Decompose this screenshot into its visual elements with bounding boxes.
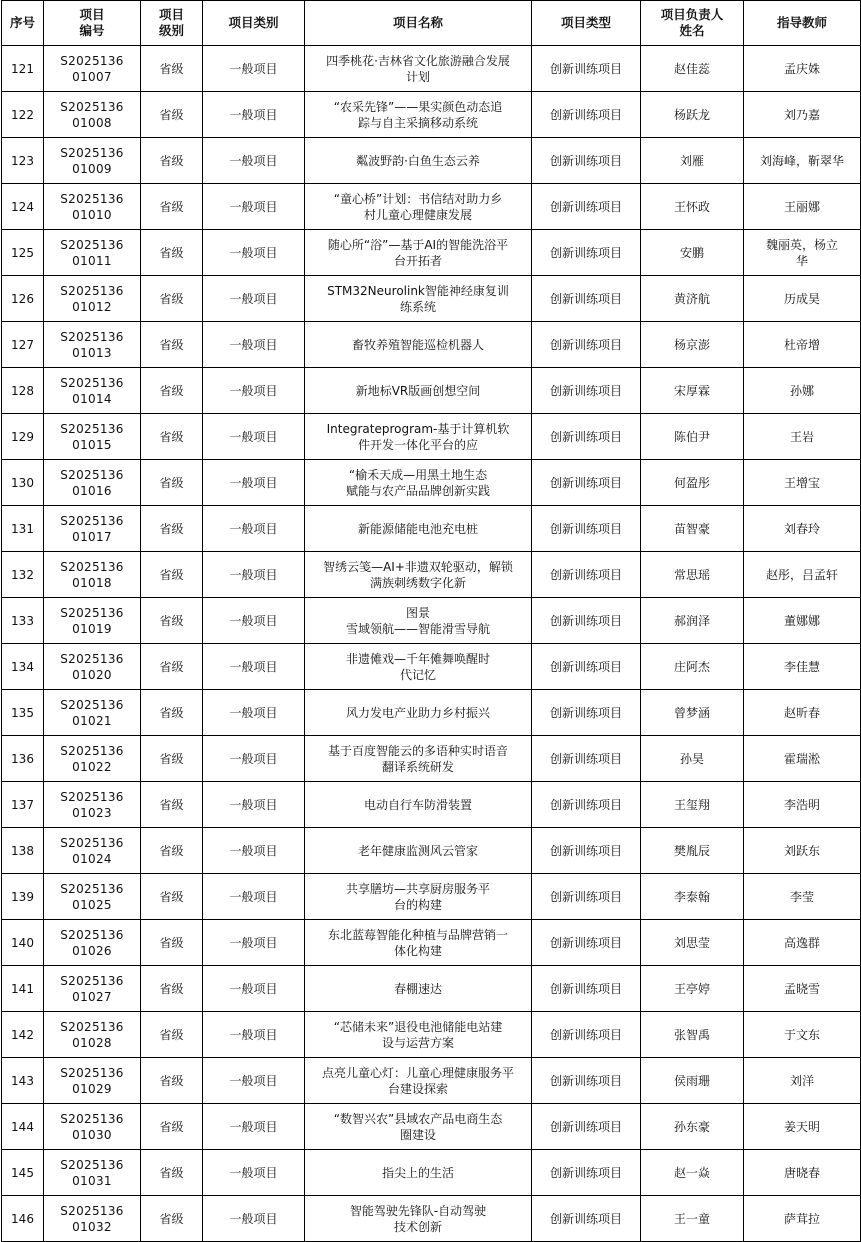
cell-no: 127 <box>2 322 44 368</box>
cell-advisor: 姜天明 <box>744 1104 861 1150</box>
cell-project-name: STM32Neurolink智能神经康复训 练系统 <box>305 276 532 322</box>
table-row <box>2 92 861 138</box>
cell-type: 创新训练项目 <box>532 828 641 874</box>
cell-level: 省级 <box>141 1058 203 1104</box>
cell-level: 省级 <box>141 828 203 874</box>
header-level: 项目 级别 <box>141 1 203 46</box>
cell-leader: 杨京澎 <box>641 322 744 368</box>
cell-category: 一般项目 <box>203 1196 305 1242</box>
cell-no: 137 <box>2 782 44 828</box>
cell-code: S2025136 01028 <box>44 1012 141 1058</box>
cell-no: 128 <box>2 368 44 414</box>
cell-leader: 孙东豪 <box>641 1104 744 1150</box>
cell-advisor: 魏丽英，杨立 华 <box>744 230 861 276</box>
cell-category: 一般项目 <box>203 230 305 276</box>
cell-level: 省级 <box>141 460 203 506</box>
cell-project-name: 四季桃花·吉林省文化旅游融合发展 计划 <box>305 46 532 92</box>
cell-code: S2025136 01012 <box>44 276 141 322</box>
table-row <box>2 230 861 276</box>
header-leader: 项目负责人 姓名 <box>641 1 744 46</box>
cell-leader: 何盈彤 <box>641 460 744 506</box>
table-row <box>2 1104 861 1150</box>
cell-no: 122 <box>2 92 44 138</box>
cell-code: S2025136 01014 <box>44 368 141 414</box>
cell-code: S2025136 01010 <box>44 184 141 230</box>
cell-level: 省级 <box>141 230 203 276</box>
cell-advisor: 于文东 <box>744 1012 861 1058</box>
cell-type: 创新训练项目 <box>532 1012 641 1058</box>
cell-project-name: 粼波野韵·白鱼生态云养 <box>305 138 532 184</box>
table-row <box>2 782 861 828</box>
cell-leader: 苗智豪 <box>641 506 744 552</box>
cell-level: 省级 <box>141 322 203 368</box>
cell-leader: 赵一焱 <box>641 1150 744 1196</box>
project-table <box>1 0 861 1242</box>
table-row <box>2 552 861 598</box>
cell-type: 创新训练项目 <box>532 1058 641 1104</box>
table-row <box>2 46 861 92</box>
cell-no: 141 <box>2 966 44 1012</box>
table-row <box>2 1058 861 1104</box>
cell-advisor: 赵昕春 <box>744 690 861 736</box>
header-type: 项目类型 <box>532 1 641 46</box>
cell-leader: 曾梦涵 <box>641 690 744 736</box>
cell-type: 创新训练项目 <box>532 506 641 552</box>
cell-type: 创新训练项目 <box>532 598 641 644</box>
cell-level: 省级 <box>141 46 203 92</box>
cell-advisor: 孟晓雪 <box>744 966 861 1012</box>
cell-level: 省级 <box>141 598 203 644</box>
cell-advisor: 刘洋 <box>744 1058 861 1104</box>
cell-advisor: 高逸群 <box>744 920 861 966</box>
cell-advisor: 历成昊 <box>744 276 861 322</box>
table-row <box>2 368 861 414</box>
cell-project-name: 风力发电产业助力乡村振兴 <box>305 690 532 736</box>
cell-type: 创新训练项目 <box>532 368 641 414</box>
table-row <box>2 414 861 460</box>
cell-type: 创新训练项目 <box>532 1104 641 1150</box>
cell-category: 一般项目 <box>203 690 305 736</box>
cell-leader: 侯雨珊 <box>641 1058 744 1104</box>
cell-advisor: 刘海峰，靳翠华 <box>744 138 861 184</box>
cell-level: 省级 <box>141 1150 203 1196</box>
cell-no: 142 <box>2 1012 44 1058</box>
cell-type: 创新训练项目 <box>532 644 641 690</box>
cell-leader: 张智禹 <box>641 1012 744 1058</box>
cell-leader: 王玺翔 <box>641 782 744 828</box>
cell-level: 省级 <box>141 966 203 1012</box>
cell-advisor: 刘乃嘉 <box>744 92 861 138</box>
cell-category: 一般项目 <box>203 1012 305 1058</box>
cell-advisor: 李浩明 <box>744 782 861 828</box>
cell-no: 131 <box>2 506 44 552</box>
table-row <box>2 828 861 874</box>
cell-no: 140 <box>2 920 44 966</box>
cell-leader: 庄阿杰 <box>641 644 744 690</box>
cell-advisor: 董娜娜 <box>744 598 861 644</box>
cell-type: 创新训练项目 <box>532 230 641 276</box>
table-row <box>2 276 861 322</box>
table-body <box>2 46 861 1242</box>
cell-no: 129 <box>2 414 44 460</box>
header-category: 项目类别 <box>203 1 305 46</box>
cell-advisor: 刘春玲 <box>744 506 861 552</box>
cell-project-name: 老年健康监测风云管家 <box>305 828 532 874</box>
table-row <box>2 598 861 644</box>
cell-advisor: 孟庆姝 <box>744 46 861 92</box>
cell-level: 省级 <box>141 506 203 552</box>
cell-code: S2025136 01011 <box>44 230 141 276</box>
cell-type: 创新训练项目 <box>532 966 641 1012</box>
cell-no: 146 <box>2 1196 44 1242</box>
cell-no: 143 <box>2 1058 44 1104</box>
table-row <box>2 184 861 230</box>
cell-category: 一般项目 <box>203 46 305 92</box>
cell-category: 一般项目 <box>203 276 305 322</box>
cell-no: 121 <box>2 46 44 92</box>
cell-no: 136 <box>2 736 44 782</box>
cell-category: 一般项目 <box>203 552 305 598</box>
cell-no: 145 <box>2 1150 44 1196</box>
cell-leader: 郝润泽 <box>641 598 744 644</box>
cell-no: 123 <box>2 138 44 184</box>
cell-leader: 王怀政 <box>641 184 744 230</box>
cell-advisor: 唐晓春 <box>744 1150 861 1196</box>
cell-advisor: 王岩 <box>744 414 861 460</box>
cell-project-name: Integrateprogram-基于计算机软 件开发一体化平台的应 <box>305 414 532 460</box>
cell-code: S2025136 01013 <box>44 322 141 368</box>
cell-code: S2025136 01017 <box>44 506 141 552</box>
cell-no: 132 <box>2 552 44 598</box>
cell-code: S2025136 01030 <box>44 1104 141 1150</box>
cell-advisor: 刘跃东 <box>744 828 861 874</box>
cell-type: 创新训练项目 <box>532 184 641 230</box>
cell-no: 126 <box>2 276 44 322</box>
cell-project-name: 新能源储能电池充电桩 <box>305 506 532 552</box>
cell-advisor: 杜帝增 <box>744 322 861 368</box>
cell-type: 创新训练项目 <box>532 690 641 736</box>
cell-category: 一般项目 <box>203 874 305 920</box>
cell-category: 一般项目 <box>203 1104 305 1150</box>
header-name: 项目名称 <box>305 1 532 46</box>
cell-leader: 孙昊 <box>641 736 744 782</box>
table-row <box>2 1196 861 1242</box>
cell-no: 144 <box>2 1104 44 1150</box>
cell-category: 一般项目 <box>203 368 305 414</box>
cell-advisor: 李佳慧 <box>744 644 861 690</box>
cell-code: S2025136 01015 <box>44 414 141 460</box>
cell-leader: 安鹏 <box>641 230 744 276</box>
cell-type: 创新训练项目 <box>532 782 641 828</box>
cell-advisor: 王丽娜 <box>744 184 861 230</box>
cell-project-name: 非遗傩戏—千年傩舞唤醒时 代记忆 <box>305 644 532 690</box>
cell-code: S2025136 01009 <box>44 138 141 184</box>
cell-level: 省级 <box>141 690 203 736</box>
cell-advisor: 萨茸拉 <box>744 1196 861 1242</box>
cell-leader: 宋厚霖 <box>641 368 744 414</box>
cell-level: 省级 <box>141 1196 203 1242</box>
cell-category: 一般项目 <box>203 92 305 138</box>
cell-project-name: 随心所“浴”—基于AI的智能洗浴平 台开拓者 <box>305 230 532 276</box>
table-row <box>2 690 861 736</box>
cell-level: 省级 <box>141 920 203 966</box>
cell-advisor: 赵彤，吕孟轩 <box>744 552 861 598</box>
cell-level: 省级 <box>141 874 203 920</box>
table-row <box>2 322 861 368</box>
table-row <box>2 966 861 1012</box>
cell-type: 创新训练项目 <box>532 552 641 598</box>
cell-level: 省级 <box>141 92 203 138</box>
cell-category: 一般项目 <box>203 506 305 552</box>
cell-level: 省级 <box>141 552 203 598</box>
cell-leader: 樊胤辰 <box>641 828 744 874</box>
table-row <box>2 920 861 966</box>
cell-leader: 刘雁 <box>641 138 744 184</box>
cell-advisor: 霍瑞淞 <box>744 736 861 782</box>
cell-category: 一般项目 <box>203 644 305 690</box>
cell-code: S2025136 01016 <box>44 460 141 506</box>
table-row <box>2 506 861 552</box>
cell-code: S2025136 01032 <box>44 1196 141 1242</box>
cell-project-name: 智绣云笺—AI+非遗双轮驱动，解锁 满族刺绣数字化新 <box>305 552 532 598</box>
cell-project-name: “农采先锋”——果实颜色动态追 踪与自主采摘移动系统 <box>305 92 532 138</box>
cell-leader: 王一童 <box>641 1196 744 1242</box>
cell-code: S2025136 01021 <box>44 690 141 736</box>
cell-type: 创新训练项目 <box>532 736 641 782</box>
cell-type: 创新训练项目 <box>532 276 641 322</box>
cell-level: 省级 <box>141 736 203 782</box>
cell-category: 一般项目 <box>203 1150 305 1196</box>
cell-type: 创新训练项目 <box>532 1196 641 1242</box>
table-row <box>2 874 861 920</box>
cell-category: 一般项目 <box>203 782 305 828</box>
cell-code: S2025136 01025 <box>44 874 141 920</box>
cell-code: S2025136 01020 <box>44 644 141 690</box>
cell-level: 省级 <box>141 184 203 230</box>
table-row <box>2 1012 861 1058</box>
cell-no: 130 <box>2 460 44 506</box>
cell-no: 133 <box>2 598 44 644</box>
cell-type: 创新训练项目 <box>532 414 641 460</box>
table-row <box>2 138 861 184</box>
cell-code: S2025136 01008 <box>44 92 141 138</box>
cell-type: 创新训练项目 <box>532 46 641 92</box>
cell-code: S2025136 01023 <box>44 782 141 828</box>
header-advisor: 指导教师 <box>744 1 861 46</box>
cell-project-name: 点亮儿童心灯：儿童心理健康服务平 台建设探索 <box>305 1058 532 1104</box>
cell-level: 省级 <box>141 414 203 460</box>
cell-project-name: 电动自行车防滑装置 <box>305 782 532 828</box>
table-row <box>2 736 861 782</box>
cell-project-name: “芯储未来”退役电池储能电站建 设与运营方案 <box>305 1012 532 1058</box>
cell-no: 138 <box>2 828 44 874</box>
cell-type: 创新训练项目 <box>532 920 641 966</box>
cell-advisor: 王增宝 <box>744 460 861 506</box>
cell-level: 省级 <box>141 276 203 322</box>
cell-category: 一般项目 <box>203 414 305 460</box>
cell-category: 一般项目 <box>203 184 305 230</box>
cell-type: 创新训练项目 <box>532 874 641 920</box>
cell-type: 创新训练项目 <box>532 1150 641 1196</box>
table-row <box>2 1150 861 1196</box>
cell-type: 创新训练项目 <box>532 138 641 184</box>
cell-level: 省级 <box>141 368 203 414</box>
cell-level: 省级 <box>141 1012 203 1058</box>
cell-project-name: 基于百度智能云的多语种实时语音 翻译系统研发 <box>305 736 532 782</box>
cell-category: 一般项目 <box>203 920 305 966</box>
cell-code: S2025136 01018 <box>44 552 141 598</box>
cell-no: 124 <box>2 184 44 230</box>
cell-leader: 常思瑶 <box>641 552 744 598</box>
cell-category: 一般项目 <box>203 322 305 368</box>
cell-code: S2025136 01031 <box>44 1150 141 1196</box>
cell-category: 一般项目 <box>203 736 305 782</box>
cell-no: 139 <box>2 874 44 920</box>
cell-level: 省级 <box>141 1104 203 1150</box>
cell-project-name: “榆禾天成—用黑土地生态 赋能与农产品品牌创新实践 <box>305 460 532 506</box>
header-row <box>2 1 861 46</box>
cell-code: S2025136 01029 <box>44 1058 141 1104</box>
cell-level: 省级 <box>141 644 203 690</box>
cell-project-name: 智能驾驶先锋队-自动驾驶 技术创新 <box>305 1196 532 1242</box>
cell-leader: 李泰翰 <box>641 874 744 920</box>
cell-project-name: 图景 雪域领航——智能滑雪导航 <box>305 598 532 644</box>
cell-project-name: “数智兴农”县域农产品电商生态 圈建设 <box>305 1104 532 1150</box>
cell-leader: 黄济航 <box>641 276 744 322</box>
cell-type: 创新训练项目 <box>532 322 641 368</box>
cell-code: S2025136 01024 <box>44 828 141 874</box>
cell-project-name: “童心桥”计划：书信结对助力乡 村儿童心理健康发展 <box>305 184 532 230</box>
cell-no: 135 <box>2 690 44 736</box>
cell-category: 一般项目 <box>203 460 305 506</box>
cell-advisor: 李莹 <box>744 874 861 920</box>
cell-type: 创新训练项目 <box>532 460 641 506</box>
cell-leader: 陈伯尹 <box>641 414 744 460</box>
cell-category: 一般项目 <box>203 828 305 874</box>
cell-no: 134 <box>2 644 44 690</box>
table-row <box>2 460 861 506</box>
cell-category: 一般项目 <box>203 598 305 644</box>
cell-leader: 王亭婷 <box>641 966 744 1012</box>
cell-no: 125 <box>2 230 44 276</box>
cell-leader: 刘思莹 <box>641 920 744 966</box>
cell-level: 省级 <box>141 782 203 828</box>
cell-code: S2025136 01022 <box>44 736 141 782</box>
header-code: 项目 编号 <box>44 1 141 46</box>
cell-category: 一般项目 <box>203 138 305 184</box>
cell-project-name: 新地标VR版画创想空间 <box>305 368 532 414</box>
cell-type: 创新训练项目 <box>532 92 641 138</box>
cell-leader: 杨跃龙 <box>641 92 744 138</box>
cell-advisor: 孙娜 <box>744 368 861 414</box>
cell-project-name: 指尖上的生活 <box>305 1150 532 1196</box>
cell-category: 一般项目 <box>203 966 305 1012</box>
cell-project-name: 春棚速达 <box>305 966 532 1012</box>
cell-code: S2025136 01027 <box>44 966 141 1012</box>
table-row <box>2 644 861 690</box>
cell-leader: 赵佳蕊 <box>641 46 744 92</box>
cell-project-name: 东北蓝莓智能化种植与品牌营销一 体化构建 <box>305 920 532 966</box>
cell-level: 省级 <box>141 138 203 184</box>
cell-code: S2025136 01019 <box>44 598 141 644</box>
cell-code: S2025136 01007 <box>44 46 141 92</box>
cell-project-name: 共享膳坊—共享厨房服务平 台的构建 <box>305 874 532 920</box>
cell-category: 一般项目 <box>203 1058 305 1104</box>
cell-code: S2025136 01026 <box>44 920 141 966</box>
header-no: 序号 <box>2 1 44 46</box>
cell-project-name: 畜牧养殖智能巡检机器人 <box>305 322 532 368</box>
